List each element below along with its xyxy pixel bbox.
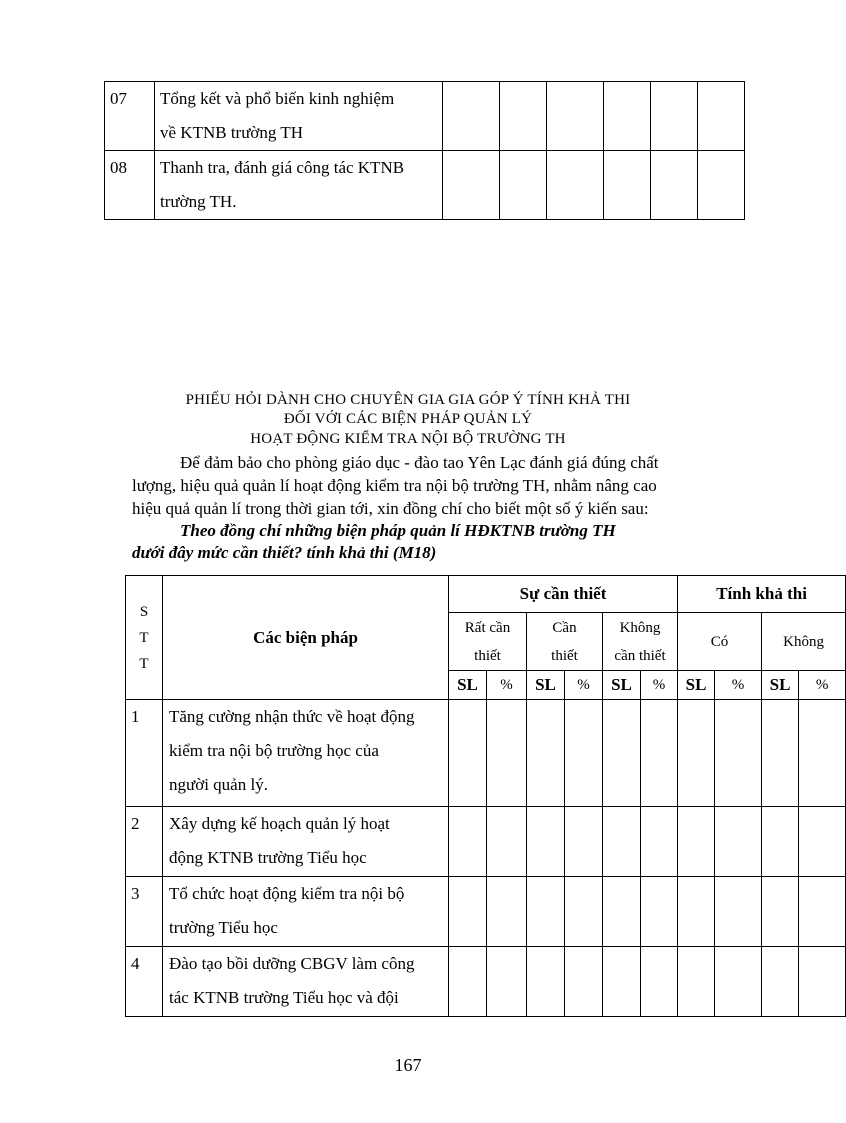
- empty-cell: [715, 877, 762, 947]
- row-text: [163, 947, 449, 1017]
- header-line: thiết: [551, 647, 578, 664]
- empty-cell: [762, 807, 799, 877]
- stt-letter: T: [139, 655, 149, 672]
- empty-cell: [449, 947, 487, 1017]
- table-row: [126, 947, 846, 1017]
- empty-cell: [641, 947, 678, 1017]
- empty-cell: [641, 700, 678, 807]
- row-text-line: người quản lý.: [169, 775, 268, 794]
- empty-cell: [565, 947, 603, 1017]
- empty-cell: [762, 700, 799, 807]
- question-line-1: Theo đồng chí những biện pháp quản lí HĐKTNB trường TH: [180, 521, 616, 540]
- row-text-line: Tổng kết và phổ biến kinh nghiệm: [160, 89, 395, 108]
- row-number: 08: [105, 151, 155, 220]
- empty-cell: [799, 807, 846, 877]
- need-no-header: [603, 613, 678, 671]
- empty-cell: [547, 82, 604, 151]
- empty-cell: [715, 947, 762, 1017]
- row-text-line: Đào tạo bồi dưỡng CBGV làm công: [169, 954, 415, 973]
- empty-cell: [449, 807, 487, 877]
- header-line: Không: [619, 619, 661, 636]
- measures-header: Các biện pháp: [163, 576, 449, 700]
- sl-header: SL: [449, 671, 487, 700]
- intro-line-1: Để đảm bảo cho phòng giáo dục - đào tao Yên Lạc đánh giá đúng chất: [180, 453, 659, 472]
- empty-cell: [604, 82, 651, 151]
- empty-cell: [678, 947, 715, 1017]
- header-line: thiết: [474, 647, 501, 664]
- header-line: Cần: [552, 619, 577, 636]
- empty-cell: [698, 151, 745, 220]
- intro-line-3: hiệu quả quản lí trong thời gian tới, xin đồng chí cho biết một số ý kiến sau:: [132, 499, 649, 518]
- empty-cell: [443, 151, 500, 220]
- table-row: [126, 700, 846, 807]
- row-text-line: trường Tiểu học: [169, 918, 278, 937]
- table-row: [126, 877, 846, 947]
- feasible-no-header: Không: [762, 613, 846, 671]
- empty-cell: [762, 877, 799, 947]
- sl-header: SL: [678, 671, 715, 700]
- need-very-header: [449, 613, 527, 671]
- row-text: [155, 151, 443, 220]
- row-text-line: Tăng cường nhận thức về hoạt động: [169, 707, 415, 726]
- survey-table: [125, 575, 846, 1017]
- empty-cell: [449, 700, 487, 807]
- empty-cell: [500, 151, 547, 220]
- pct-header: %: [799, 671, 846, 700]
- row-number: 1: [126, 700, 163, 807]
- need-group-header: Sự cần thiết: [449, 576, 678, 613]
- form-title-line-2: ĐỐI VỚI CÁC BIỆN PHÁP QUẢN LÝ: [283, 411, 533, 427]
- row-text-line: động KTNB trường Tiểu học: [169, 848, 367, 867]
- row-text-line: về KTNB trường TH: [160, 123, 304, 142]
- empty-cell: [603, 807, 641, 877]
- row-number: 3: [126, 877, 163, 947]
- empty-cell: [715, 700, 762, 807]
- empty-cell: [603, 877, 641, 947]
- empty-cell: [487, 700, 527, 807]
- empty-cell: [678, 877, 715, 947]
- empty-cell: [641, 807, 678, 877]
- sl-header: SL: [762, 671, 799, 700]
- row-text-line: Xây dựng kế hoạch quản lý hoạt: [169, 814, 390, 833]
- sl-header: SL: [603, 671, 641, 700]
- empty-cell: [641, 877, 678, 947]
- empty-cell: [565, 700, 603, 807]
- stt-header: [126, 576, 163, 700]
- row-text-line: kiểm tra nội bộ trường học của: [169, 741, 379, 760]
- empty-cell: [698, 82, 745, 151]
- pct-header: %: [487, 671, 527, 700]
- empty-cell: [678, 700, 715, 807]
- empty-cell: [527, 947, 565, 1017]
- empty-cell: [604, 151, 651, 220]
- feasible-yes-header: Có: [678, 613, 762, 671]
- row-text: [163, 700, 449, 807]
- top-table: [104, 81, 745, 220]
- stt-letter: S: [139, 603, 149, 620]
- page-number: 167: [394, 1055, 422, 1075]
- empty-cell: [487, 807, 527, 877]
- empty-cell: [799, 700, 846, 807]
- row-text: [155, 82, 443, 151]
- stt-letter: T: [139, 629, 149, 646]
- row-text-line: tác KTNB trường Tiểu học và đội: [169, 988, 399, 1007]
- empty-cell: [799, 947, 846, 1017]
- row-text: [163, 877, 449, 947]
- row-number: 4: [126, 947, 163, 1017]
- empty-cell: [487, 947, 527, 1017]
- feasible-group-header: Tính khả thi: [678, 576, 846, 613]
- empty-cell: [651, 82, 698, 151]
- empty-cell: [487, 877, 527, 947]
- need-yes-header: [527, 613, 603, 671]
- form-title-line-1: PHIẾU HỎI DÀNH CHO CHUYÊN GIA GIA GÓP Ý TÍNH KHẢ THI: [185, 392, 631, 408]
- pct-header: %: [565, 671, 603, 700]
- row-text: [163, 807, 449, 877]
- form-title-line-3: HOẠT ĐỘNG KIỂM TRA NỘI BỘ TRƯỜNG TH: [250, 431, 566, 447]
- header-row: [126, 576, 846, 613]
- row-text-line: Thanh tra, đánh giá công tác KTNB: [160, 158, 405, 177]
- empty-cell: [603, 700, 641, 807]
- empty-cell: [565, 807, 603, 877]
- empty-cell: [762, 947, 799, 1017]
- sl-header: SL: [527, 671, 565, 700]
- row-text-line: Tổ chức hoạt động kiểm tra nội bộ: [169, 884, 405, 903]
- empty-cell: [500, 82, 547, 151]
- empty-cell: [449, 877, 487, 947]
- pct-header: %: [641, 671, 678, 700]
- empty-cell: [527, 877, 565, 947]
- row-text-line: trường TH.: [160, 192, 237, 211]
- question-line-2: dưới đây mức cần thiết? tính khả thi (M18): [132, 543, 437, 562]
- empty-cell: [443, 82, 500, 151]
- empty-cell: [603, 947, 641, 1017]
- empty-cell: [565, 877, 603, 947]
- row-number: 07: [105, 82, 155, 151]
- table-row: [126, 807, 846, 877]
- header-line: cần thiết: [614, 647, 666, 664]
- table-row: [105, 151, 745, 220]
- intro-line-2: lượng, hiệu quả quản lí hoạt động kiểm tra nội bộ trường TH, nhằm nâng cao: [132, 476, 657, 495]
- empty-cell: [547, 151, 604, 220]
- empty-cell: [527, 807, 565, 877]
- row-number: 2: [126, 807, 163, 877]
- empty-cell: [799, 877, 846, 947]
- empty-cell: [651, 151, 698, 220]
- empty-cell: [527, 700, 565, 807]
- empty-cell: [678, 807, 715, 877]
- header-line: Rất cần: [464, 619, 511, 636]
- table-row: [105, 82, 745, 151]
- pct-header: %: [715, 671, 762, 700]
- empty-cell: [715, 807, 762, 877]
